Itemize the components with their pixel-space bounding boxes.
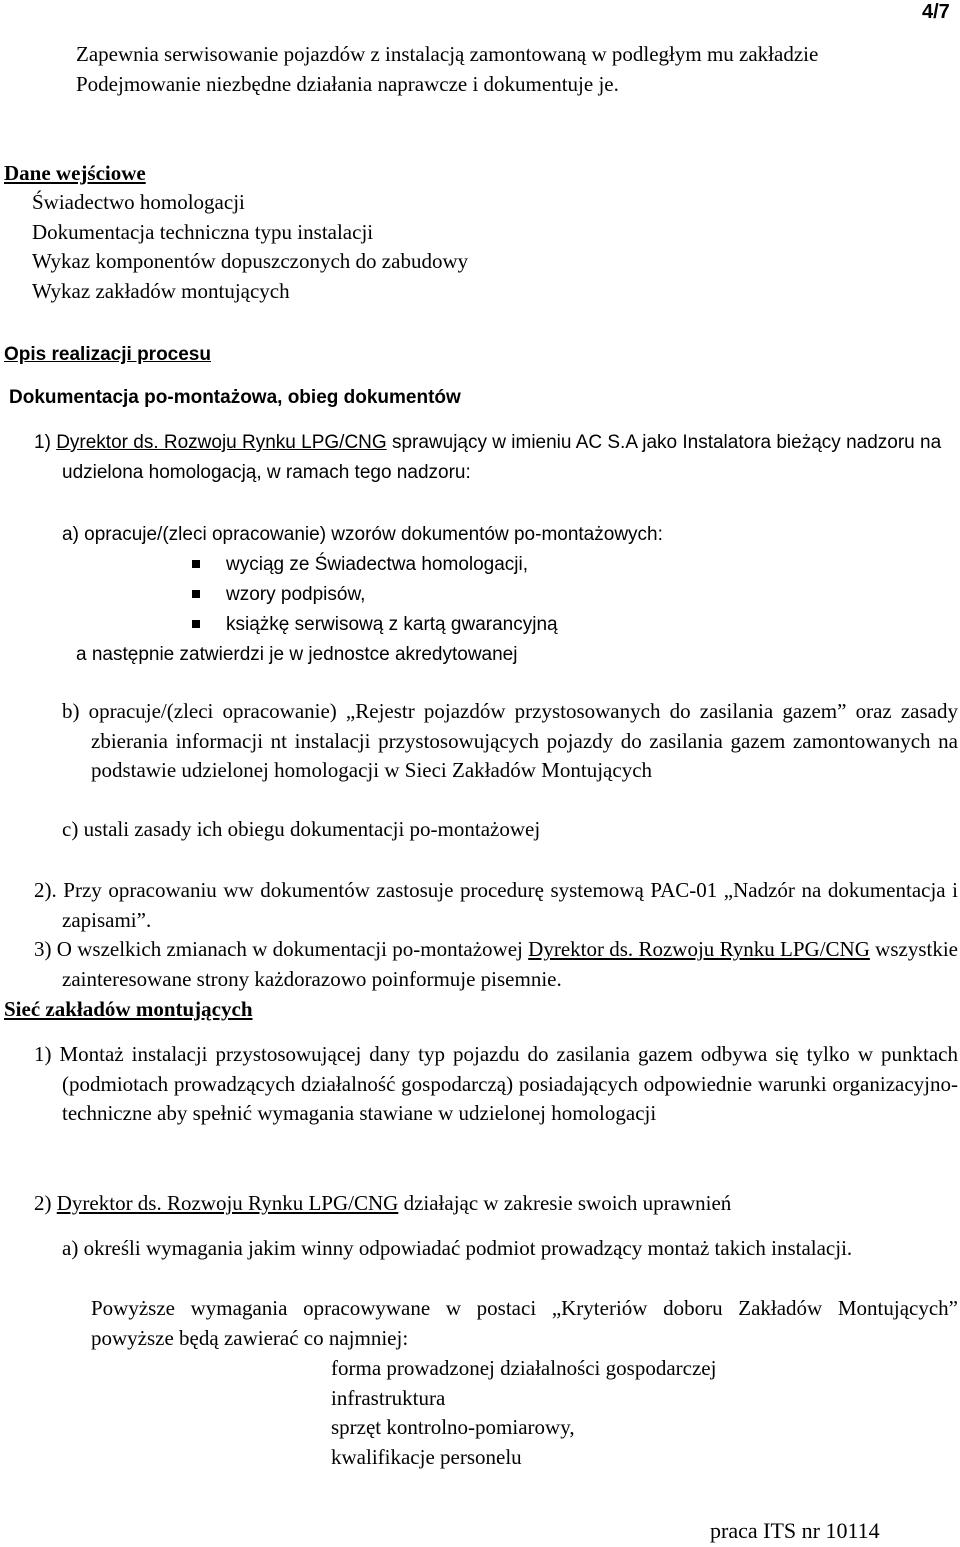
point-number: 2) bbox=[34, 1191, 57, 1215]
process-subheading: Dokumentacja po-montażowa, obieg dokumentów bbox=[9, 387, 461, 408]
footer-text: praca ITS nr 10114 bbox=[710, 1518, 880, 1543]
list-item: forma prowadzonej działalności gospodarczej bbox=[331, 1356, 717, 1380]
point-text: sprawujący w imieniu AC S.A jako Instalatora bieżący nadzoru na udzielona homologacją, w ramach tego nadzoru: bbox=[62, 432, 942, 483]
list-item: Dokumentacja techniczna typu instalacji bbox=[32, 219, 374, 244]
list-item: książkę serwisową z kartą gwarancyjną bbox=[190, 610, 663, 640]
list-item: Wykaz komponentów dopuszczonych do zabudowy bbox=[32, 249, 469, 273]
process-point-3 bbox=[34, 935, 958, 994]
network-heading: Sieć zakładów montujących bbox=[4, 997, 253, 1021]
point-number: 1) bbox=[34, 432, 57, 453]
director-link: Dyrektor ds. Rozwoju Rynku LPG/CNG bbox=[56, 1191, 399, 1215]
process-point-2: 2). Przy opracowaniu ww dokumentów zastosuje procedurę systemową PAC-01 „Nadzór na dokumentacja i zapisami”. bbox=[34, 878, 958, 932]
process-point-1 bbox=[34, 428, 958, 488]
inputs-list bbox=[32, 188, 468, 306]
criteria-intro: Powyższe wymagania opracowywane w postaci „Kryteriów doboru Zakładów Montujących” powyższe będą zawierać co najmniej: bbox=[91, 1296, 958, 1350]
list-item: Wykaz zakładów montujących bbox=[32, 278, 290, 303]
process-heading: Opis realizacji procesu bbox=[4, 344, 211, 365]
list-item: kwalifikacje personelu bbox=[331, 1444, 522, 1469]
process-point-b: b) opracuje/(zleci opracowanie) „Rejestr pojazdów przystosowanych do zasilania gazem” oraz zasady zbierania informacji nt instalacji przystosowujących pojazdy do zasilania gazem zamontowanych na podstawie udzielonej homologacji w Sieci Zakładów Montujących bbox=[62, 699, 958, 782]
network-point-a: a) określi wymagania jakim winny odpowiadać podmiot prowadzący montaż takich instalacji. bbox=[62, 1236, 853, 1260]
point-text: 3) O wszelkich zmianach w dokumentacji po-montażowej bbox=[34, 937, 529, 961]
list-item: wzory podpisów, bbox=[190, 580, 663, 610]
point-a-text: a) opracuje/(zleci opracowanie) wzorów dokumentów po-montażowych: bbox=[62, 524, 663, 545]
list-item: Świadectwo homologacji bbox=[32, 190, 245, 214]
intro-line: Zapewnia serwisowanie pojazdów z instalacją zamontowaną w podległym mu zakładzie bbox=[76, 42, 819, 66]
criteria-list bbox=[331, 1354, 716, 1472]
point-text: działając w zakresie swoich uprawnień bbox=[398, 1191, 732, 1215]
director-link: Dyrektor ds. Rozwoju Rynku LPG/CNG bbox=[528, 937, 870, 961]
process-point-c: c) ustali zasady ich obiegu dokumentacji po-montażowej bbox=[62, 817, 541, 841]
bullet-list bbox=[190, 550, 663, 640]
point-a-after: a następnie zatwierdzi je w jednostce akredytowanej bbox=[76, 644, 518, 665]
inputs-heading: Dane wejściowe bbox=[4, 161, 146, 185]
list-item: sprzęt kontrolno-pomiarowy, bbox=[331, 1415, 575, 1439]
list-item: wyciąg ze Świadectwa homologacji, bbox=[190, 550, 663, 580]
page-number: 4/7 bbox=[922, 1, 950, 23]
network-point-1: 1) Montaż instalacji przystosowującej dany typ pojazdu do zasilania gazem odbywa się tylko w punktach (podmiotach prowadzących działalność gospodarczą) posiadających odpowiednie warunki organizacyjno-techniczne aby spełnić wymagania stawiane w udzielonej homologacji bbox=[34, 1042, 958, 1125]
process-point-a bbox=[62, 520, 663, 670]
intro-line: Podejmowanie niezbędne działania naprawcze i dokumentuje je. bbox=[76, 71, 619, 96]
list-item: infrastruktura bbox=[331, 1385, 446, 1410]
network-point-2 bbox=[34, 1189, 731, 1219]
intro-paragraph bbox=[76, 40, 958, 99]
director-link: Dyrektor ds. Rozwoju Rynku LPG/CNG bbox=[56, 432, 387, 453]
point-text: wszystkie zainteresowane strony każdorazowo poinformuje pisemnie. bbox=[62, 937, 958, 991]
